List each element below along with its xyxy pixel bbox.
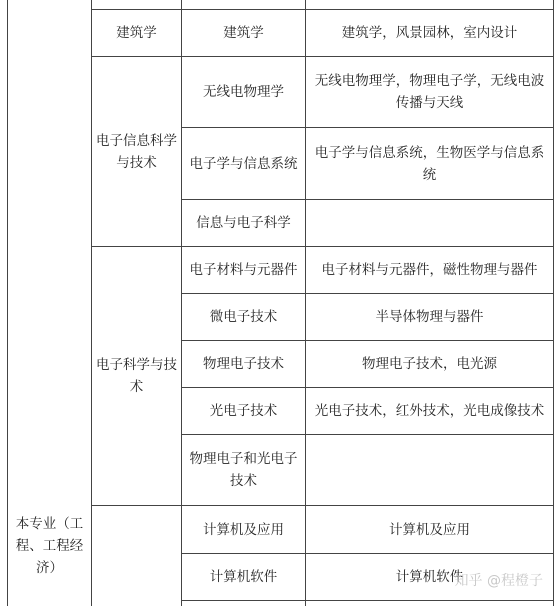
related-cell: 电子学与信息系统，生物医学与信息系统 <box>314 144 545 183</box>
major-cell: 电子材料与元器件 <box>189 262 298 278</box>
major-cell: 电子学与信息系统 <box>189 155 298 172</box>
related-cell: 计算机软件 <box>395 569 464 585</box>
related-cell: 半导体物理与器件 <box>375 309 484 325</box>
related-cell <box>306 200 553 246</box>
related-cell <box>306 435 553 505</box>
grid-line <box>553 0 554 606</box>
related-cell: 光电子技术，红外技术，光电成像技术 <box>314 403 545 419</box>
watermark <box>455 570 543 590</box>
related-cell: 建筑学，风景园林，室内设计 <box>341 25 518 41</box>
category-cell <box>92 506 181 606</box>
major-cell: 建筑学 <box>223 25 264 41</box>
major-cell: 光电子技术 <box>209 403 278 419</box>
major-cell: 计算机软件 <box>209 569 278 585</box>
left-column-label: 本专业（工程、工程经济） <box>15 516 84 576</box>
related-cell: 电子材料与元器件，磁性物理与器件 <box>321 262 538 278</box>
category-cell: 建筑学 <box>116 25 157 41</box>
related-cell: 计算机及应用 <box>389 521 470 538</box>
major-cell: 物理电子和光电子技术 <box>189 451 298 489</box>
major-cell: 物理电子技术 <box>203 356 284 372</box>
major-cell: 计算机及应用 <box>203 521 284 538</box>
related-cell: 物理电子技术，电光源 <box>362 356 497 372</box>
watermark-text: 知乎 @程橙子 <box>454 573 543 589</box>
category-cell: 电子信息科学与技术 <box>96 132 177 171</box>
related-cell: 无线电物理学，物理电子学，无线电波传播与天线 <box>314 73 545 111</box>
major-cell: 信息与电子科学 <box>196 215 291 231</box>
grid-line <box>181 600 554 601</box>
major-cell: 无线电物理学 <box>203 84 284 100</box>
major-cell: 微电子技术 <box>209 309 278 325</box>
category-cell: 电子科学与技术 <box>96 357 177 395</box>
